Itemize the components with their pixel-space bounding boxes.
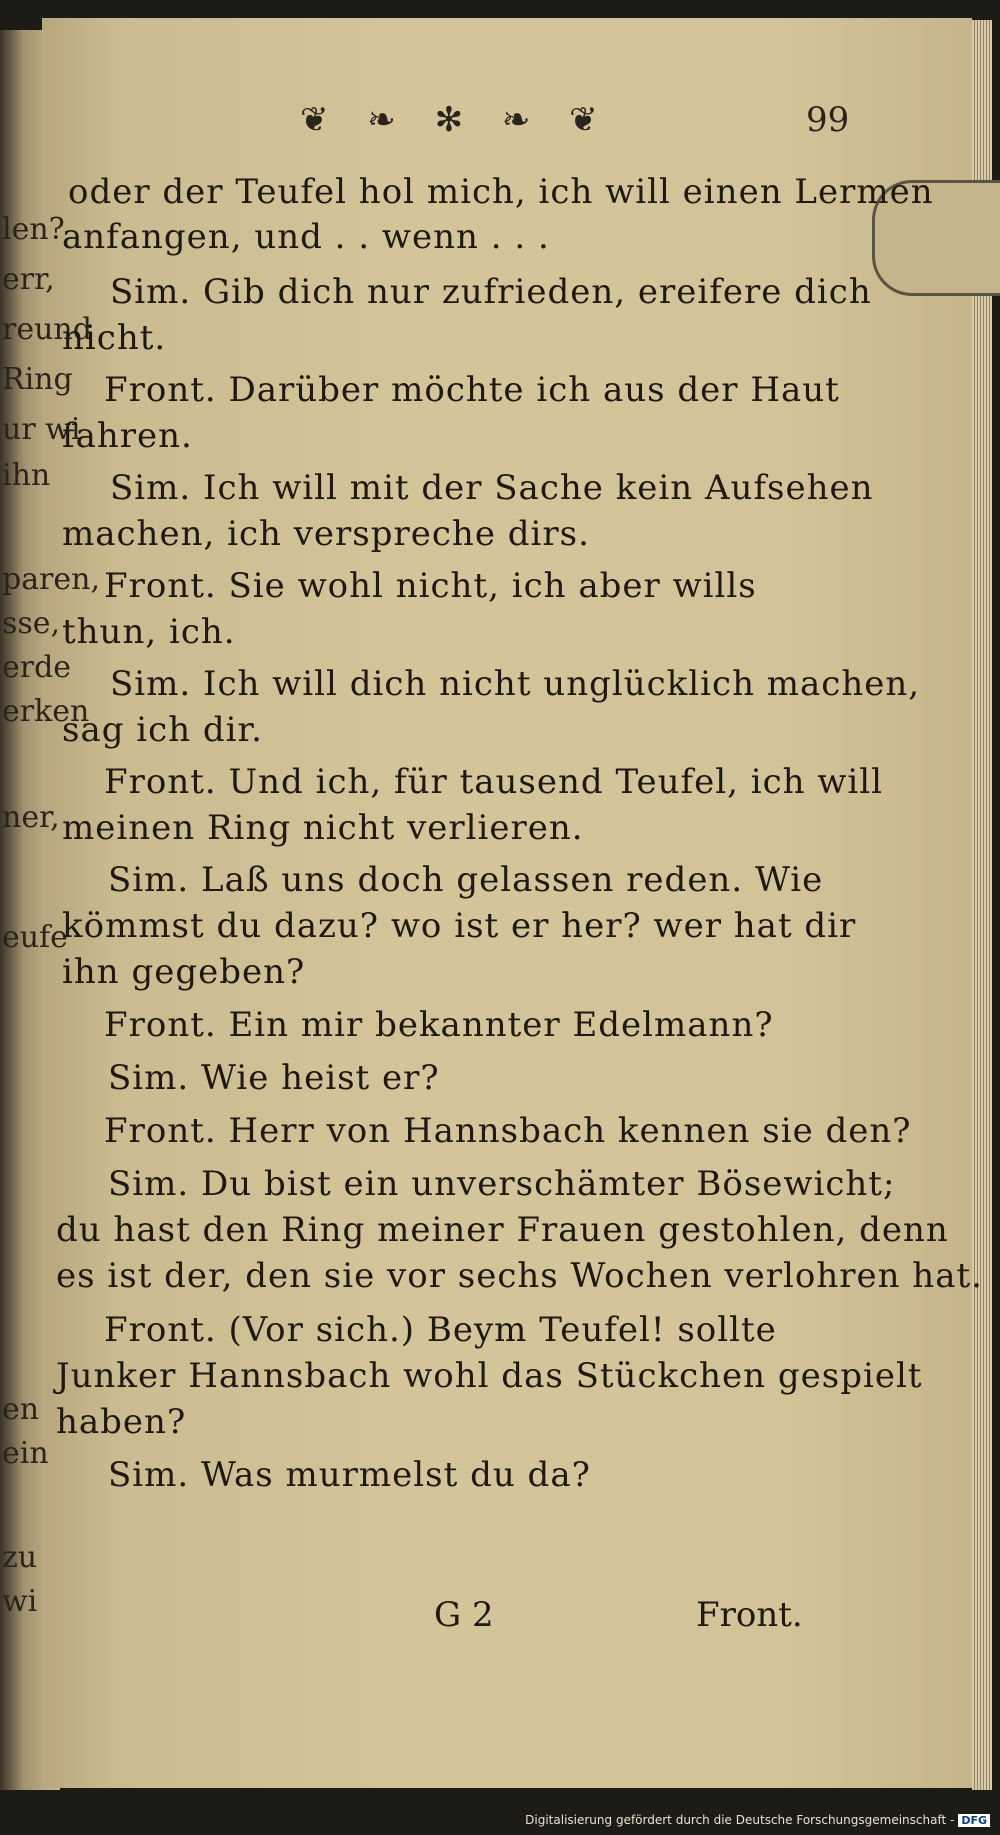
text-line: Front. Ein mir bekannter Edelmann? xyxy=(104,1005,774,1045)
margin-fragment: zu xyxy=(2,1540,38,1575)
margin-fragment: wi xyxy=(2,1584,38,1619)
margin-fragment: ner, xyxy=(2,800,60,835)
text-line: Front. Darüber möchte ich aus der Haut xyxy=(104,370,840,410)
text-line: du hast den Ring meiner Frauen gestohlen, denn xyxy=(56,1210,949,1250)
text-line: thun, ich. xyxy=(62,612,236,652)
text-line: Sim. Ich will dich nicht unglücklich machen, xyxy=(110,664,921,704)
margin-fragment: ein xyxy=(2,1436,49,1471)
text-line: Sim. Ich will mit der Sache kein Aufsehen xyxy=(110,468,874,508)
text-line: Junker Hannsbach wohl das Stückchen gespielt xyxy=(56,1356,923,1396)
digitization-credit xyxy=(525,1813,990,1827)
text-line: Sim. Gib dich nur zufrieden, ereifere dich xyxy=(110,272,872,312)
text-line: machen, ich verspreche dirs. xyxy=(62,514,590,554)
text-line: Front. Sie wohl nicht, ich aber wills xyxy=(104,566,757,606)
text-line: fahren. xyxy=(62,416,193,456)
text-line: meinen Ring nicht verlieren. xyxy=(62,808,584,848)
margin-fragment: sse, xyxy=(2,606,61,641)
text-line: Front. Herr von Hannsbach kennen sie den? xyxy=(104,1111,912,1151)
text-line: oder der Teufel hol mich, ich will einen Lermen xyxy=(68,172,934,212)
margin-fragment: erde xyxy=(2,650,72,685)
text-line: anfangen, und . . wenn . . . xyxy=(62,217,550,257)
text-line: Sim. Laß uns doch gelassen reden. Wie xyxy=(108,860,824,900)
text-line: Sim. Wie heist er? xyxy=(108,1058,440,1098)
digitization-note: Digitalisierung gefördert durch die Deutsche Forschungsgemeinschaft - xyxy=(525,1813,955,1827)
margin-fragment: err, xyxy=(2,262,55,297)
margin-fragment: reund xyxy=(2,312,92,347)
text-line: kömmst du dazu? wo ist er her? wer hat dir xyxy=(62,906,857,946)
catchword: Front. xyxy=(696,1595,803,1635)
margin-fragment: len? xyxy=(2,212,65,247)
text-line: haben? xyxy=(56,1402,187,1442)
margin-fragment: Ring xyxy=(2,362,73,397)
margin-fragment: eufe xyxy=(2,920,68,955)
text-line: Sim. Du bist ein unverschämter Bösewicht; xyxy=(108,1164,896,1204)
header-ornament: ❦ ❧ ✻ ❧ ❦ xyxy=(300,100,612,140)
text-line: nicht. xyxy=(62,318,167,358)
margin-fragment: en xyxy=(2,1392,40,1427)
text-line: ihn gegeben? xyxy=(62,952,306,992)
dfg-logo-icon: DFG xyxy=(958,1814,990,1827)
margin-fragment: paren, xyxy=(2,562,101,597)
signature-mark: G 2 xyxy=(434,1595,494,1635)
margin-fragment: ur wi xyxy=(2,412,81,447)
text-line: es ist der, den sie vor sechs Wochen verlohren hat. xyxy=(56,1256,983,1296)
text-line: Front. (Vor sich.) Beym Teufel! sollte xyxy=(104,1310,777,1350)
text-line: Sim. Was murmelst du da? xyxy=(108,1455,591,1495)
text-line: sag ich dir. xyxy=(62,710,263,750)
margin-fragment: ihn xyxy=(2,458,51,493)
text-line: Front. Und ich, für tausend Teufel, ich will xyxy=(104,762,884,802)
page-number: 99 xyxy=(806,100,850,140)
margin-fragment: erken xyxy=(2,694,90,729)
